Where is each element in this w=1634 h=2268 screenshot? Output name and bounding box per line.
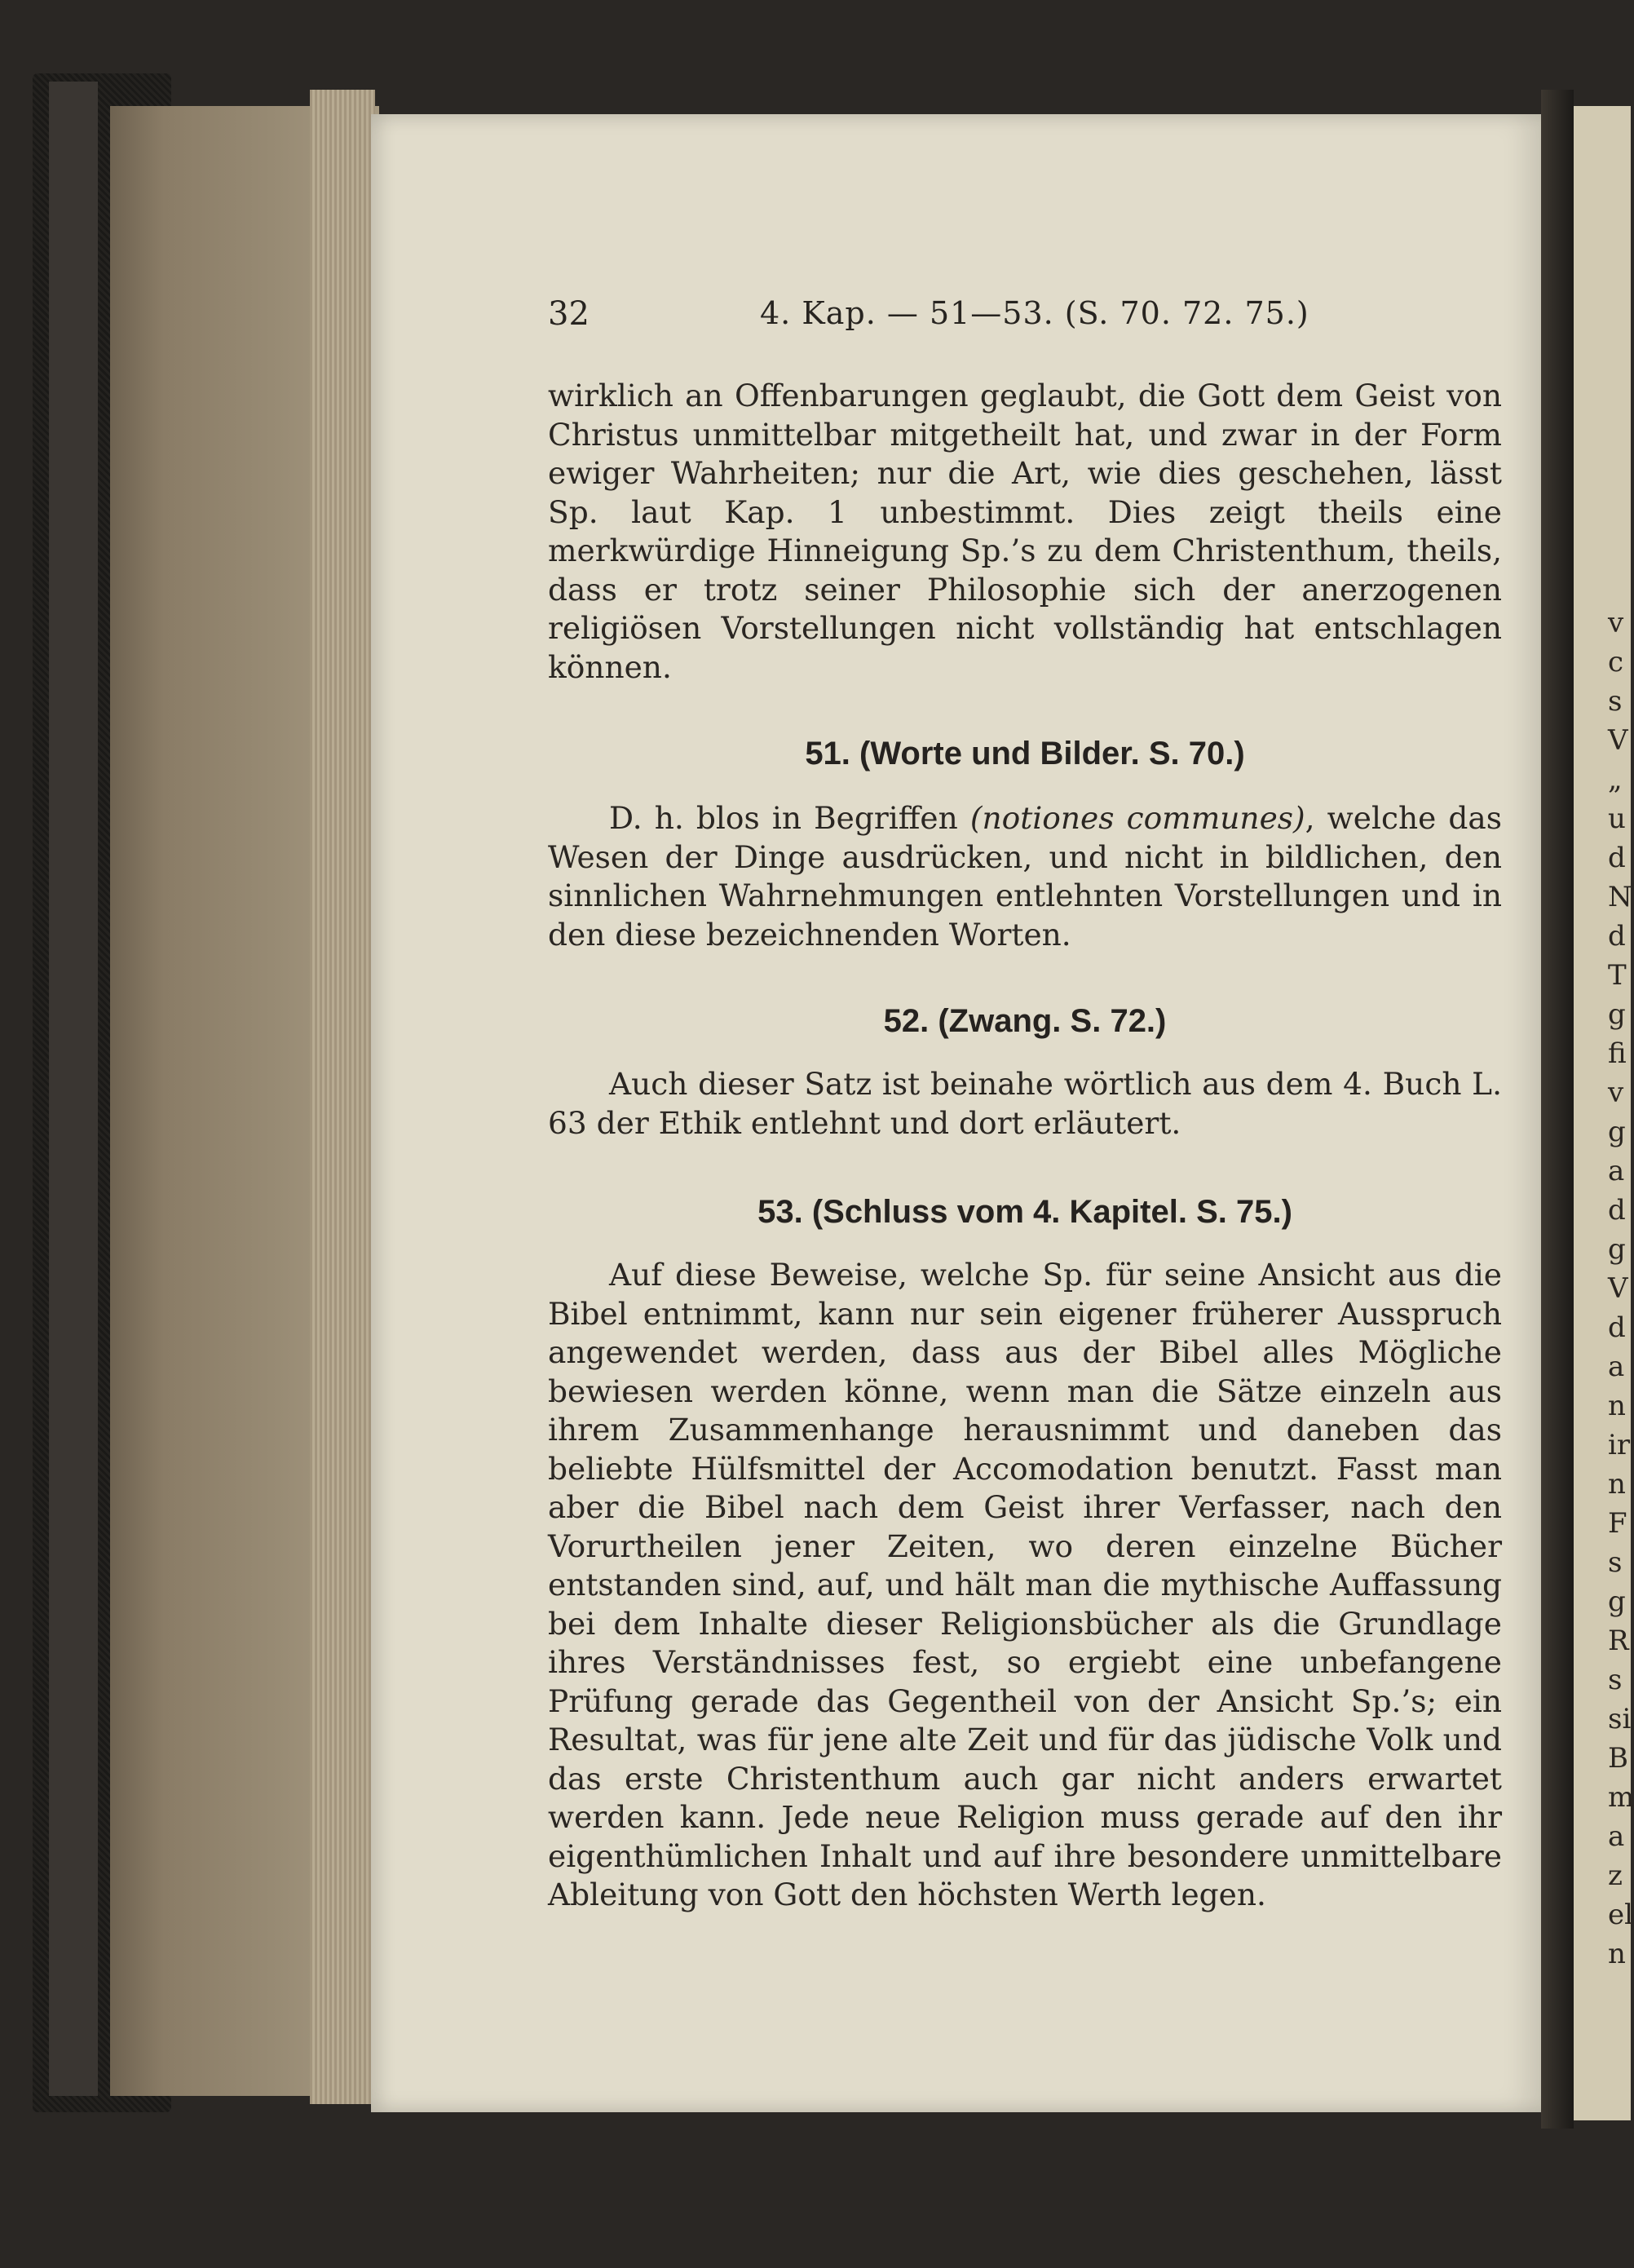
facing-page-letter: N (1608, 881, 1632, 913)
section-53-heading: 53. (Schluss vom 4. Kapitel. S. 75.) (757, 1194, 1292, 1230)
section-51-heading: 51. (Worte und Bilder. S. 70.) (805, 736, 1245, 771)
facing-page-letter: c (1608, 646, 1624, 679)
section-53-body (548, 1256, 1502, 1915)
facing-page-letter: v (1608, 1077, 1624, 1109)
facing-page-letter: F (1608, 1507, 1627, 1540)
intro-paragraph-text: wirklich an Offenbarungen geglaubt, die Gott dem Geist von Christus unmittelbar mitgetheilt hat, und zwar in der Form ewiger Wahrheiten; nur die Art, wie dies geschehen, lässt Sp. laut Kap. 1 unbestimmt. Dies zeigt theils eine merkwürdige Hinneigung Sp.’s zu dem Christenthum, theils, dass er trotz seiner Philosophie sich der anerzogenen religiösen Vorstellungen nicht vollständig hat entschlagen können. (548, 378, 1502, 685)
facing-page-letter: g (1608, 1116, 1626, 1148)
facing-page-letter: „ (1608, 763, 1623, 796)
facing-page-letter: z (1608, 1859, 1623, 1892)
facing-page-letter: a (1608, 1155, 1625, 1187)
page-edges (310, 90, 375, 2104)
facing-page-letter: d (1608, 1311, 1626, 1344)
book-gutter (1541, 90, 1574, 2129)
section-52-text: Auch dieser Satz ist beinahe wörtlich aus dem 4. Buch L. 63 der Ethik entlehnt und dort erläutert. (548, 1066, 1502, 1141)
page-number: 32 (548, 295, 590, 333)
facing-page-letter: V (1608, 724, 1628, 757)
facing-page-letter: ir (1608, 1429, 1631, 1461)
latin-term: (notiones communes) (969, 800, 1305, 836)
facing-page-letter: s (1608, 1664, 1623, 1696)
facing-page-letter: d (1608, 920, 1626, 953)
facing-page-letters (1608, 603, 1634, 1974)
section-51-body (548, 799, 1502, 954)
facing-page-letter: s (1608, 1546, 1623, 1579)
facing-page-letter: s (1608, 685, 1623, 718)
facing-page-letter: n (1608, 1938, 1626, 1970)
facing-page-letter: g (1608, 1233, 1626, 1266)
section-53-text: Auf diese Beweise, welche Sp. für seine Ansicht aus die Bibel entnimmt, kann nur sein eigener früherer Ausspruch angewendet werden, dass aus der Bibel alles Mögliche bewiesen werden könne, wenn man die Sätze einzeln aus ihrem Zusammenhange herausnimmt und daneben das beliebte Hülfsmittel der Accomodation benutzt. Fasst man aber die Bibel nach dem Geist ihrer Verfasser, nach den Vorurtheilen jener Zeiten, wo deren einzelne Bücher entstanden sind, auf, und hält man die mythische Auffassung bei dem Inhalte dieser Religionsbücher als die Grundlage ihres Verständnisses fest, so ergiebt eine unbefangene Prüfung gerade das Gegentheil von der Ansicht Sp.’s; ein Resultat, was für jene alte Zeit und für das jüdische Volk und das erste Christenthum auch gar nicht anders erwartet werden kann. Jede neue Religion muss gerade auf den ihr eigenthümlichen Inhalt und auf ihre besondere unmittelbare Ableitung von Gott den höchsten Werth legen. (548, 1257, 1502, 1912)
cover-edge (49, 82, 98, 2096)
facing-page-letter: fi (1608, 1037, 1627, 1070)
facing-page-letter: v (1608, 607, 1624, 639)
section-52-body (548, 1065, 1502, 1143)
facing-page-letter: u (1608, 802, 1626, 835)
facing-page-letter: V (1608, 1272, 1628, 1305)
section-51-text-after: , welche das Wesen der Dinge ausdrücken, und nicht in bildlichen, den sinnlichen Wahrnehmungen entlehnten Vorstellungen und in den diese bezeichnenden Worten. (548, 800, 1503, 953)
intro-paragraph (548, 377, 1502, 687)
facing-page-letter: R (1608, 1625, 1629, 1657)
running-head-text: 4. Kap. — 51—53. (S. 70. 72. 75.) (760, 295, 1309, 331)
facing-page-letter: g (1608, 998, 1626, 1031)
facing-page-letter: a (1608, 1820, 1625, 1853)
facing-page-letter: B (1608, 1742, 1628, 1775)
facing-page-letter: n (1608, 1390, 1626, 1422)
section-52-heading: 52. (Zwang. S. 72.) (883, 1003, 1167, 1039)
facing-page-letter: el (1608, 1899, 1633, 1931)
facing-page-letter: a (1608, 1351, 1625, 1383)
facing-page-letter: n (1608, 1468, 1626, 1501)
facing-page-letter: T (1608, 959, 1627, 992)
facing-page-letter: d (1608, 842, 1626, 874)
section-51-text-before: D. h. blos in Begriffen (609, 800, 970, 836)
facing-page-letter: d (1608, 1194, 1626, 1227)
facing-page-letter: si (1608, 1703, 1632, 1735)
section-51-text (548, 799, 1502, 954)
facing-page-letter: g (1608, 1585, 1626, 1618)
facing-page-letter: m (1608, 1781, 1634, 1814)
